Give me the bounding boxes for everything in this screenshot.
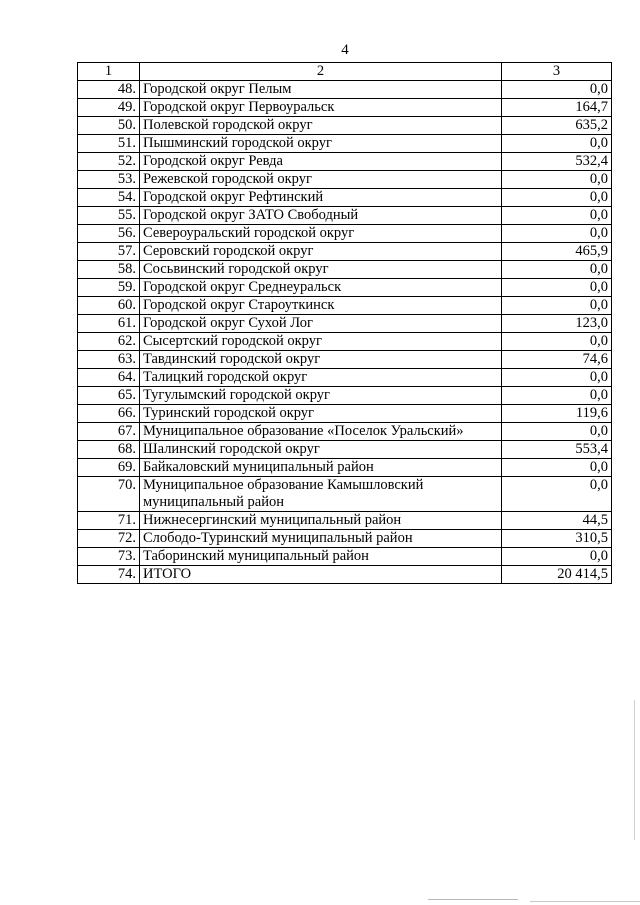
- row-name: Муниципальное образование «Поселок Уральский»: [140, 423, 502, 441]
- row-number: 71.: [78, 512, 140, 530]
- table-row: [78, 530, 612, 548]
- row-name: Североуральский городской округ: [140, 225, 502, 243]
- row-value: 0,0: [502, 171, 612, 189]
- table-body: [78, 63, 612, 584]
- row-value: 0,0: [502, 135, 612, 153]
- table-row: [78, 171, 612, 189]
- table-row: [78, 423, 612, 441]
- row-value: 0,0: [502, 189, 612, 207]
- row-value: 0,0: [502, 279, 612, 297]
- table-row: [78, 243, 612, 261]
- row-number: 72.: [78, 530, 140, 548]
- table-row: [78, 441, 612, 459]
- row-name: Сосьвинский городской округ: [140, 261, 502, 279]
- row-number: 74.: [78, 566, 140, 584]
- table-row: [78, 477, 612, 512]
- table-row: [78, 387, 612, 405]
- table-row: [78, 81, 612, 99]
- row-name: Городской округ Сухой Лог: [140, 315, 502, 333]
- row-name: Режевской городской округ: [140, 171, 502, 189]
- row-number: 50.: [78, 117, 140, 135]
- row-number: 61.: [78, 315, 140, 333]
- table-row: [78, 548, 612, 566]
- row-value: 635,2: [502, 117, 612, 135]
- row-number: 57.: [78, 243, 140, 261]
- row-value: 0,0: [502, 261, 612, 279]
- table-row: [78, 369, 612, 387]
- row-name: Тавдинский городской округ: [140, 351, 502, 369]
- header-col-number: 1: [78, 63, 140, 81]
- row-name: Талицкий городской округ: [140, 369, 502, 387]
- row-name: Полевской городской округ: [140, 117, 502, 135]
- header-col-name: 2: [140, 63, 502, 81]
- row-name: Городской округ Ревда: [140, 153, 502, 171]
- row-number: 53.: [78, 171, 140, 189]
- table-row: [78, 405, 612, 423]
- table-row: [78, 333, 612, 351]
- row-name: Шалинский городской округ: [140, 441, 502, 459]
- row-value: 44,5: [502, 512, 612, 530]
- row-name: Слободо-Туринский муниципальный район: [140, 530, 502, 548]
- row-number: 59.: [78, 279, 140, 297]
- row-value: 0,0: [502, 459, 612, 477]
- row-number: 56.: [78, 225, 140, 243]
- row-number: 69.: [78, 459, 140, 477]
- table-row: [78, 297, 612, 315]
- row-name: Серовский городской округ: [140, 243, 502, 261]
- row-value: 164,7: [502, 99, 612, 117]
- row-name: Городской округ Первоуральск: [140, 99, 502, 117]
- row-value: 465,9: [502, 243, 612, 261]
- row-value: 310,5: [502, 530, 612, 548]
- row-number: 52.: [78, 153, 140, 171]
- row-name: ИТОГО: [140, 566, 502, 584]
- row-number: 68.: [78, 441, 140, 459]
- row-value: 0,0: [502, 81, 612, 99]
- row-value: 20 414,5: [502, 566, 612, 584]
- row-name: Таборинский муниципальный район: [140, 548, 502, 566]
- row-value: 0,0: [502, 548, 612, 566]
- row-number: 48.: [78, 81, 140, 99]
- table-row: [78, 459, 612, 477]
- table-row: [78, 135, 612, 153]
- row-value: 0,0: [502, 297, 612, 315]
- row-value: 553,4: [502, 441, 612, 459]
- row-name: Городской округ Пелым: [140, 81, 502, 99]
- table-row: [78, 225, 612, 243]
- row-number: 60.: [78, 297, 140, 315]
- table-row: [78, 315, 612, 333]
- row-number: 62.: [78, 333, 140, 351]
- row-name: Муниципальное образование Камышловский муниципальный район: [140, 477, 502, 512]
- row-value: 0,0: [502, 423, 612, 441]
- table-row: [78, 99, 612, 117]
- scan-artifact-line: [530, 901, 640, 902]
- row-name: Сысертский городской округ: [140, 333, 502, 351]
- row-value: 0,0: [502, 225, 612, 243]
- table-header-row: [78, 63, 612, 81]
- row-number: 70.: [78, 477, 140, 512]
- row-value: 0,0: [502, 477, 612, 512]
- row-value: 0,0: [502, 387, 612, 405]
- row-number: 55.: [78, 207, 140, 225]
- row-name: Городской округ ЗАТО Свободный: [140, 207, 502, 225]
- page-number: 4: [341, 42, 349, 58]
- row-number: 54.: [78, 189, 140, 207]
- scan-artifact-line: [428, 899, 518, 900]
- row-value: 0,0: [502, 207, 612, 225]
- row-name: Городской округ Староуткинск: [140, 297, 502, 315]
- row-name: Байкаловский муниципальный район: [140, 459, 502, 477]
- row-value: 0,0: [502, 333, 612, 351]
- allocation-table: [77, 62, 612, 584]
- table-row: [78, 153, 612, 171]
- table-row: [78, 279, 612, 297]
- row-name: Туринский городской округ: [140, 405, 502, 423]
- table-row: [78, 117, 612, 135]
- row-number: 66.: [78, 405, 140, 423]
- row-value: 0,0: [502, 369, 612, 387]
- scan-artifact-edge: [634, 700, 635, 840]
- table-row: [78, 566, 612, 584]
- row-name: Пышминский городской округ: [140, 135, 502, 153]
- row-number: 64.: [78, 369, 140, 387]
- row-name: Городской округ Среднеуральск: [140, 279, 502, 297]
- table-row: [78, 189, 612, 207]
- table-row: [78, 207, 612, 225]
- row-number: 73.: [78, 548, 140, 566]
- row-number: 65.: [78, 387, 140, 405]
- row-number: 58.: [78, 261, 140, 279]
- table-row: [78, 261, 612, 279]
- row-number: 67.: [78, 423, 140, 441]
- row-value: 532,4: [502, 153, 612, 171]
- row-name: Тугулымский городской округ: [140, 387, 502, 405]
- header-col-value: 3: [502, 63, 612, 81]
- row-name: Нижнесергинский муниципальный район: [140, 512, 502, 530]
- row-number: 51.: [78, 135, 140, 153]
- row-value: 74,6: [502, 351, 612, 369]
- row-value: 119,6: [502, 405, 612, 423]
- table-row: [78, 512, 612, 530]
- table-row: [78, 351, 612, 369]
- row-name: Городской округ Рефтинский: [140, 189, 502, 207]
- row-number: 49.: [78, 99, 140, 117]
- row-number: 63.: [78, 351, 140, 369]
- row-value: 123,0: [502, 315, 612, 333]
